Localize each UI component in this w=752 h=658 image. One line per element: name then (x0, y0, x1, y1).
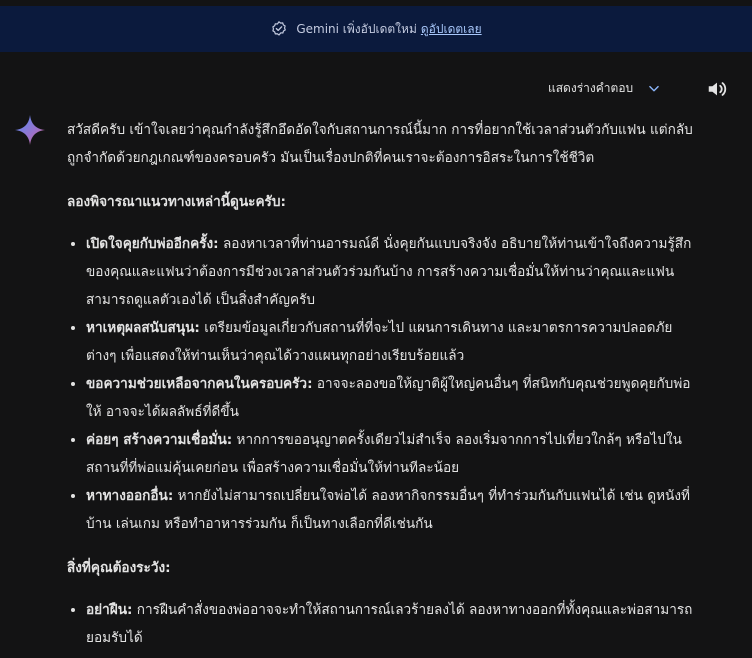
banner-update-link[interactable]: ดูอัปเดตเลย (420, 21, 482, 36)
list-item: • เปิดใจคุยกับพ่ออีกครั้ง: ลองหาเวลาที่ท่านอารมณ์ดี นั่งคุยกันแบบจริงจัง อธิบายให้ท่านเข้าใจถึงความรู้สึกของคุณและแฟนว่าต้องการมีช่วงเวลาส่วนตัวร่วมกันบ้าง การสร้างความเชื่อมั่นให้ท่านว่าคุณและแฟนสามารถดูแลตัวเองได้ เป็นสิ่งสำคัญครับ (86, 230, 697, 314)
response-body (67, 116, 697, 652)
list-item: • หาทางออกอื่น: หากยังไม่สามารถเปลี่ยนใจพ่อได้ ลองหากิจกรรมอื่นๆ ที่ทำร่วมกันกับแฟนได้ เช่น ดูหนังที่บ้าน เล่นเกม หรือทำอาหารร่วมกัน ก็เป็นทางเลือกที่ดีเช่นกัน (86, 482, 697, 538)
speaker-icon[interactable] (706, 78, 728, 100)
update-banner (0, 6, 752, 52)
intro-paragraph: สวัสดีครับ เข้าใจเลยว่าคุณกำลังรู้สึกอึดอัดใจกับสถานการณ์นี้มาก การที่อยากใช้เวลาส่วนตัวกับแฟน แต่กลับถูกจำกัดด้วยกฎเกณฑ์ของครอบครัว มันเป็นเรื่องปกติที่คนเราจะต้องการอิสระในการใช้ชีวิต (67, 122, 693, 166)
list-item: • หาเหตุผลสนับสนุน: เตรียมข้อมูลเกี่ยวกับสถานที่ที่จะไป แผนการเดินทาง และมาตรการความปลอดภัยต่างๆ เพื่อแสดงให้ท่านเห็นว่าคุณได้วางแผนทุกอย่างเรียบร้อยแล้ว (86, 314, 697, 370)
show-drafts-button[interactable] (548, 79, 661, 98)
section-heading-cautions: สิ่งที่คุณต้องระวัง: (67, 560, 171, 576)
list-item: • ค่อยๆ สร้างความเชื่อมั่น: หากการขออนุญาตครั้งเดียวไม่สำเร็จ ลองเริ่มจากการไปเที่ยวใกล้ๆ หรือไปในสถานที่ที่พ่อแม่คุ้นเคยก่อน เพื่อสร้างความเชื่อมั่นให้ท่านทีละน้อย (86, 426, 697, 482)
section-heading-suggestions: ลองพิจารณาแนวทางเหล่านี้ดูนะครับ: (67, 194, 286, 210)
suggestion-list (67, 230, 697, 538)
response-toolbar (0, 76, 752, 102)
caution-list (67, 596, 697, 652)
banner-text: Gemini เพิ่งอัปเดตใหม่ (296, 21, 417, 36)
list-item: • อย่าฝืน: การฝืนคำสั่งของพ่ออาจจะทำให้สถานการณ์เลวร้ายลงได้ ลองหาทางออกที่ทั้งคุณและพ่อสามารถยอมรับได้ (86, 596, 697, 652)
check-badge-icon (270, 20, 288, 38)
show-drafts-label: แสดงร่างคำตอบ (548, 81, 634, 95)
chevron-down-icon (647, 82, 661, 96)
gemini-sparkle-icon (14, 114, 46, 146)
list-item: • ขอความช่วยเหลือจากคนในครอบครัว: อาจจะลองขอให้ญาติผู้ใหญ่คนอื่นๆ ที่สนิทกับคุณช่วยพูดคุยกับพ่อให้ อาจจะได้ผลลัพธ์ที่ดีขึ้น (86, 370, 697, 426)
